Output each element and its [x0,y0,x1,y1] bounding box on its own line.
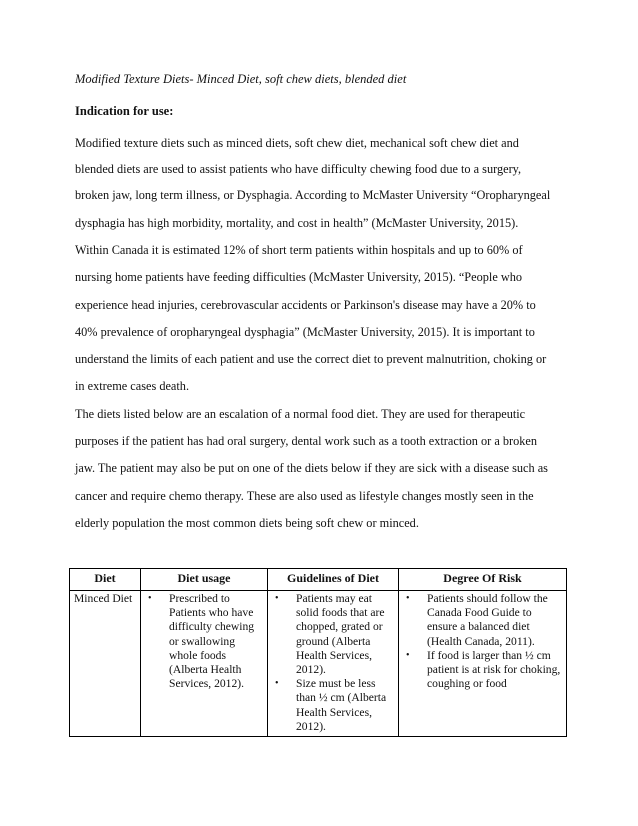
document-title: Modified Texture Diets- Minced Diet, soft chew diets, blended diet [75,72,407,86]
usage-list [145,592,263,691]
cell-guidelines [268,591,399,737]
list-item-text: Size must be less than ½ cm (Alberta Health Services, 2012). [296,677,387,733]
list-item [406,592,562,649]
list-item [148,592,263,691]
body-line: in extreme cases death. [75,379,190,393]
body-line: nursing home patients have feeding difficulties (McMaster University, 2015). “People who [75,270,523,284]
body-line: broken jaw, long term illness, or Dysphagia. According to McMaster University “Oropharyngeal [75,188,551,202]
list-item [275,592,394,677]
list-item-text: If food is larger than ½ cm patient is at risk for choking, coughing or food [427,648,561,691]
body-line: blended diets are used to assist patients who have difficulty chewing food due to a surgery, [75,162,522,176]
table-header-row [70,569,567,591]
bullet-icon: • [275,678,279,690]
section-heading: Indication for use: [75,104,174,118]
list-item-text: Patients should follow the Canada Food Guide to ensure a balanced diet (Health Canada, 2011). [427,592,548,648]
body-line: elderly population the most common diets being soft chew or minced. [75,516,419,530]
list-item-text: Prescribed to Patients who have difficulty chewing or swallowing whole foods (Alberta Health Services, 2012). [169,592,255,691]
table-row [70,591,567,737]
body-line: understand the limits of each patient and use the correct diet to prevent malnutrition, choking or [75,352,547,366]
diet-table [69,568,567,737]
bullet-icon: • [406,593,410,604]
bullet-icon: • [148,593,152,604]
list-item-text: Patients may eat solid foods that are chopped, grated or ground (Alberta Health Services, 2012). [296,592,385,677]
header-diet: Diet [70,569,141,591]
body-line: purposes if the patient has had oral surgery, dental work such as a tooth extraction or a broken [75,434,538,448]
list-item [275,677,394,734]
risk-list [403,592,562,691]
guidelines-list [272,592,394,734]
cell-degree-of-risk [399,591,567,737]
header-degree-of-risk: Degree Of Risk [399,569,567,591]
body-line: experience head injuries, cerebrovascular accidents or Parkinson's disease may have a 20% to [75,298,536,312]
bullet-icon: • [275,593,279,604]
body-line: Modified texture diets such as minced diets, soft chew diet, mechanical soft chew diet and [75,136,519,150]
header-guidelines: Guidelines of Diet [268,569,399,591]
body-line: dysphagia has high morbidity, mortality, and cost in health” (McMaster University, 2015). [75,216,519,230]
body-line: 40% prevalence of oropharyngeal dysphagia” (McMaster University, 2015). It is important to [75,325,535,339]
body-line: The diets listed below are an escalation of a normal food diet. They are used for therapeutic [75,407,526,421]
body-line: Within Canada it is estimated 12% of short term patients within hospitals and up to 60% of [75,243,523,257]
cell-diet-usage [141,591,268,737]
cell-diet-name: Minced Diet [70,591,141,737]
header-diet-usage: Diet usage [141,569,268,591]
bullet-icon: • [406,649,410,661]
body-line: cancer and require chemo therapy. These are also used as lifestyle changes mostly seen in the [75,489,534,503]
list-item [406,648,562,692]
body-line: jaw. The patient may also be put on one of the diets below if they are sick with a disease such as [75,461,548,475]
